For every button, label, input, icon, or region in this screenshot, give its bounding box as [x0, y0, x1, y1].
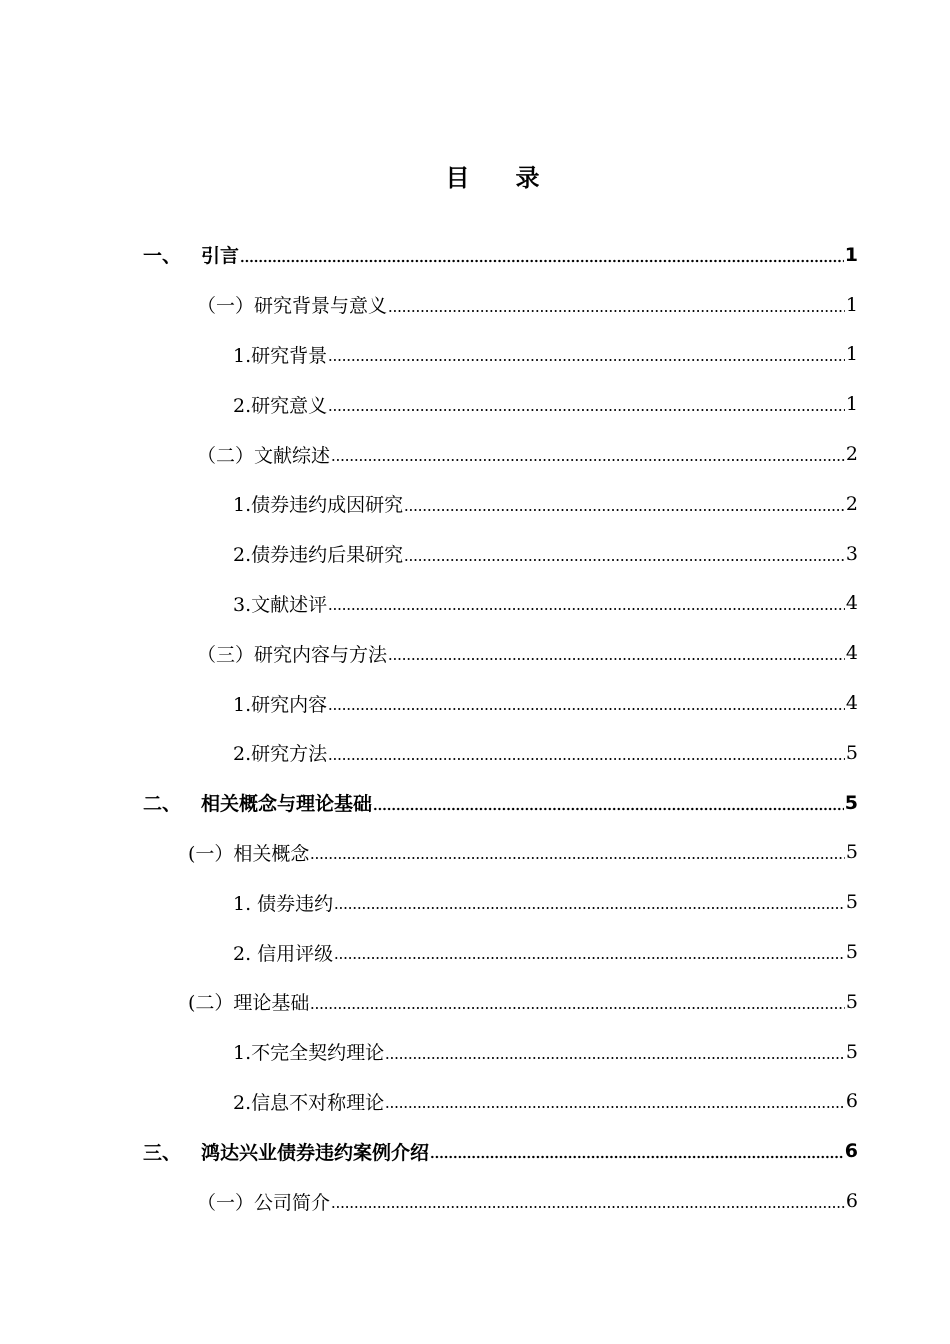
toc-entry-number: （一）	[197, 1191, 255, 1214]
toc-entry-label: 2.研究方法	[233, 743, 328, 766]
table-of-contents	[0, 230, 950, 1226]
dot-leader	[334, 905, 845, 911]
toc-entry-page-number: 5	[844, 791, 858, 814]
toc-entry[interactable]	[0, 230, 950, 280]
toc-entry-page-number: 5	[845, 1040, 858, 1063]
toc-entry[interactable]	[0, 1176, 950, 1226]
toc-entry-page-number: 1	[845, 293, 858, 316]
toc-entry[interactable]	[0, 280, 950, 330]
toc-entry[interactable]	[0, 1027, 950, 1077]
toc-entry-number: （二）	[197, 444, 255, 467]
toc-entry-label: 2.信息不对称理论	[233, 1091, 385, 1114]
toc-entry-label: 公司简介	[254, 1191, 331, 1214]
toc-entry-label: 理论基础	[233, 992, 310, 1015]
dot-leader	[328, 407, 845, 413]
toc-entry[interactable]	[0, 429, 950, 479]
toc-entry-page-number: 6	[844, 1140, 858, 1163]
toc-entry-label: 1. 债券违约	[233, 892, 334, 915]
toc-entry-label: 2. 信用评级	[233, 942, 334, 965]
toc-entry[interactable]	[0, 330, 950, 380]
toc-entry-label: 相关概念	[233, 842, 310, 865]
dot-leader	[310, 1005, 844, 1011]
dot-leader	[404, 557, 845, 563]
toc-entry[interactable]	[0, 379, 950, 429]
toc-entry-label: 1.研究内容	[233, 693, 328, 716]
dot-leader	[373, 806, 844, 812]
toc-title-left: 目	[445, 164, 470, 192]
dot-leader	[430, 1154, 844, 1160]
toc-entry-page-number: 5	[845, 841, 858, 864]
toc-entry-page-number: 5	[845, 941, 858, 964]
toc-entry-page-number: 5	[845, 891, 858, 914]
toc-entry[interactable]	[0, 1077, 950, 1127]
toc-entry-label: 1.研究背景	[233, 344, 328, 367]
dot-leader	[328, 756, 845, 762]
toc-entry-page-number: 2	[845, 443, 858, 466]
toc-entry-number: 二、	[143, 793, 182, 816]
toc-entry-label: 研究背景与意义	[254, 295, 388, 318]
toc-entry-label: 文献综述	[254, 444, 331, 467]
toc-entry-label: 引言	[201, 245, 240, 268]
toc-entry-label: 鸿达兴业债券违约案例介绍	[201, 1141, 430, 1164]
toc-entry[interactable]	[0, 728, 950, 778]
toc-entry-number: (二）	[188, 992, 234, 1015]
toc-entry-label: 1.不完全契约理论	[233, 1042, 385, 1065]
dot-leader	[385, 1104, 845, 1110]
toc-entry-page-number: 6	[845, 1090, 858, 1113]
dot-leader	[240, 258, 844, 264]
dot-leader	[331, 1204, 845, 1210]
toc-entry-page-number: 4	[845, 692, 858, 715]
toc-entry-label: 相关概念与理论基础	[201, 793, 373, 816]
toc-entry-page-number: 4	[845, 642, 858, 665]
toc-entry[interactable]	[0, 778, 950, 828]
toc-entry-page-number: 3	[845, 542, 858, 565]
toc-entry-label: 研究内容与方法	[254, 643, 388, 666]
toc-entry-page-number: 6	[845, 1190, 858, 1213]
toc-entry[interactable]	[0, 877, 950, 927]
dot-leader	[388, 656, 845, 662]
toc-entry-page-number: 1	[845, 343, 858, 366]
toc-entry-number: 一、	[143, 245, 182, 268]
toc-entry-label: 3.文献述评	[233, 593, 328, 616]
toc-entry[interactable]	[0, 977, 950, 1027]
toc-entry-label: 2.债券违约后果研究	[233, 544, 404, 567]
toc-entry-number: （三）	[197, 643, 255, 666]
dot-leader	[328, 357, 845, 363]
dot-leader	[334, 955, 845, 961]
toc-entry[interactable]	[0, 1126, 950, 1176]
dot-leader	[385, 1055, 845, 1061]
dot-leader	[331, 457, 845, 463]
toc-entry[interactable]	[0, 678, 950, 728]
toc-entry[interactable]	[0, 927, 950, 977]
toc-entry-number: (一）	[188, 842, 234, 865]
toc-entry-label: 1.债券违约成因研究	[233, 494, 404, 517]
toc-entry[interactable]	[0, 529, 950, 579]
toc-entry[interactable]	[0, 828, 950, 878]
toc-entry-page-number: 4	[845, 592, 858, 615]
dot-leader	[388, 308, 845, 314]
toc-entry-page-number: 5	[845, 990, 858, 1013]
toc-entry-page-number: 5	[845, 741, 858, 764]
toc-title-right: 录	[515, 164, 540, 192]
toc-title	[0, 158, 950, 193]
dot-leader	[404, 507, 845, 513]
toc-entry-label: 2.研究意义	[233, 394, 328, 417]
dot-leader	[328, 606, 845, 612]
toc-entry[interactable]	[0, 479, 950, 529]
toc-entry[interactable]	[0, 579, 950, 629]
toc-entry-page-number: 1	[845, 393, 858, 416]
dot-leader	[310, 855, 844, 861]
toc-entry-page-number: 2	[845, 492, 858, 515]
toc-entry-page-number: 1	[844, 243, 858, 266]
dot-leader	[328, 706, 845, 712]
toc-entry-number: 三、	[143, 1141, 182, 1164]
toc-entry-number: （一）	[197, 295, 255, 318]
toc-entry[interactable]	[0, 628, 950, 678]
